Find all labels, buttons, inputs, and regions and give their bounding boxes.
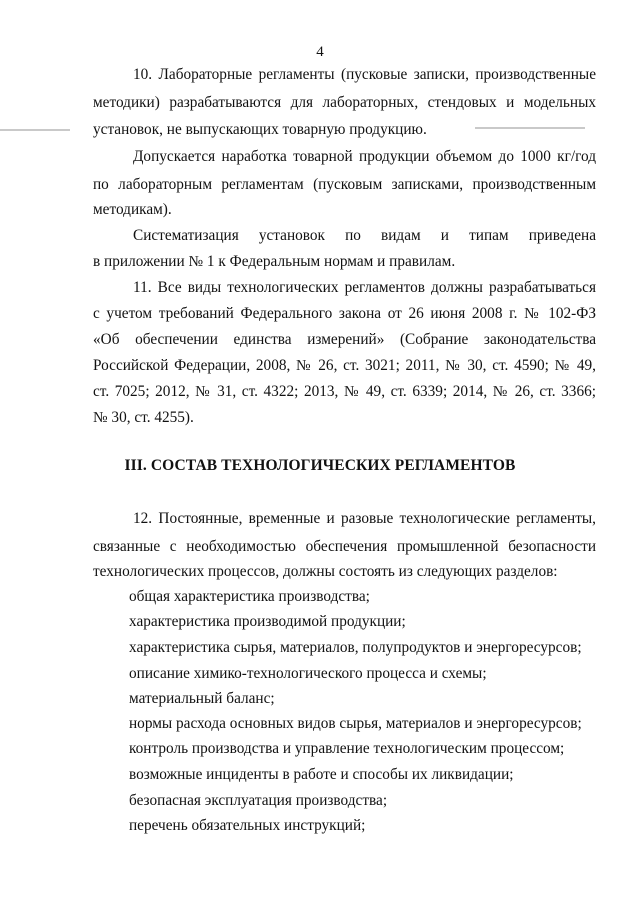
para12-line-2: связанные с необходимостью обеспечения промышленной безопасности [93,538,596,555]
para10c-line-2: в приложении № 1 к Федеральным нормам и правилам. [93,253,456,270]
section-heading: III. СОСТАВ ТЕХНОЛОГИЧЕСКИХ РЕГЛАМЕНТОВ [124,457,516,474]
list-item: материальный баланс; [129,690,275,707]
scan-artifact [475,127,585,129]
list-item: общая характеристика производства; [129,588,370,605]
para10c-line-1: Систематизация установок по видам и типам приведена [133,227,596,244]
list-item: безопасная эксплуатация производства; [129,792,388,809]
para11-line-6: № 30, ст. 4255). [93,409,194,426]
list-item: нормы расхода основных видов сырья, материалов и энергоресурсов; [129,715,582,732]
list-item: характеристика производимой продукции; [129,613,406,630]
para11-line-3: «Об обеспечении единства измерений» (Собрание законодательства [93,331,596,348]
scan-artifact [0,129,70,131]
para10-line-1: 10. Лабораторные регламенты (пусковые записки, производственные [133,66,596,83]
list-item: возможные инциденты в работе и способы их ликвидации; [129,766,514,783]
para10-line-2: методики) разрабатываются для лабораторных, стендовых и модельных [93,94,596,111]
para11-line-5: ст. 7025; 2012, № 31, ст. 4322; 2013, № 49, ст. 6339; 2014, № 26, ст. 3366; [93,383,596,400]
list-item: контроль производства и управление технологическим процессом; [129,740,565,757]
para10-line-3: установок, не выпускающих товарную продукцию. [93,121,427,138]
para10b-line-1: Допускается наработка товарной продукции объемом до 1000 кг/год [133,148,596,165]
para10b-line-2: по лабораторным регламентам (пусковым записками, производственным [93,176,596,193]
list-item: перечень обязательных инструкций; [129,817,366,834]
para12-line-3: технологических процессов, должны состоять из следующих разделов: [93,563,558,580]
para11-line-2: с учетом требований Федерального закона от 26 июня 2008 г. № 102-ФЗ [93,305,596,322]
list-item: характеристика сырья, материалов, полупродуктов и энергоресурсов; [129,639,582,656]
list-item: описание химико-технологического процесса и схемы; [129,665,487,682]
page-number: 4 [316,44,324,60]
para10b-line-3: методикам). [93,201,172,218]
para11-line-4: Российской Федерации, 2008, № 26, ст. 3021; 2011, № 30, ст. 4590; № 49, [93,357,596,374]
para11-line-1: 11. Все виды технологических регламентов должны разрабатываться [133,279,596,296]
para12-line-1: 12. Постоянные, временные и разовые технологические регламенты, [133,510,596,527]
